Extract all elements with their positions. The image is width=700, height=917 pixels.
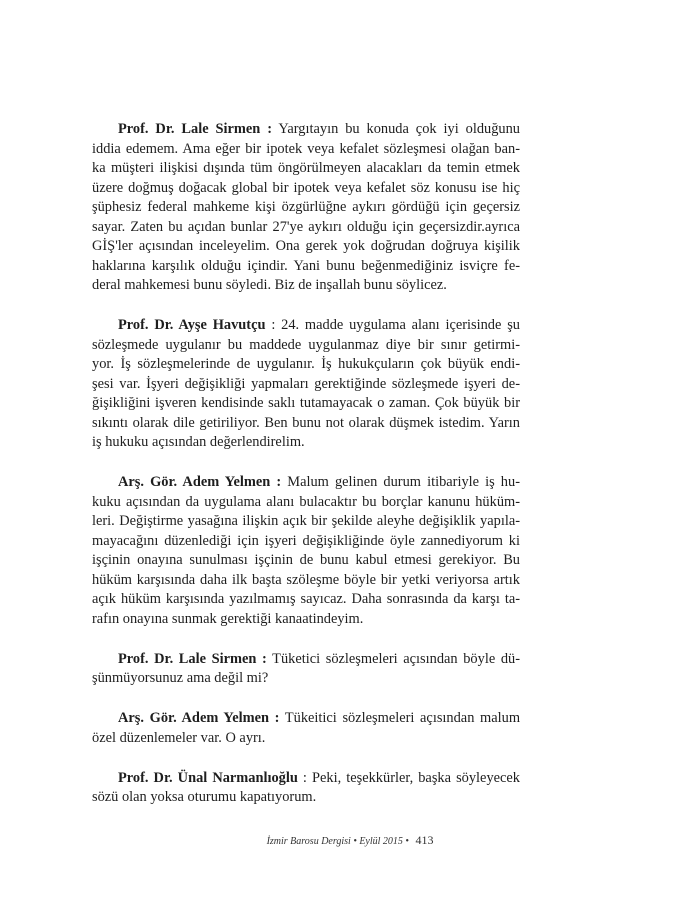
speaker-paragraph [92,650,520,689]
paragraph-line: rafın onayına sunmak gerektiği kanaatindeyim. [92,610,364,627]
paragraph-line: iddia edemem. Ama eğer bir ipotek veya kefalet sözleşmesi olağan ban- [92,140,520,157]
journal-citation: İzmir Barosu Dergisi • Eylül 2015 • [266,836,409,847]
speaker-name: Arş. Gör. Adem Yelmen : [118,474,282,490]
paragraph-text: Yargıtayın bu konuda çok iyi olduğunu [278,121,520,137]
paragraph-line: ka müşteri ilişkisi dışında tüm öngörülmeyen alacakları da temin etmek [92,160,520,176]
paragraph-first-line [92,120,520,140]
paragraph-line: üzere doğmuş doğacak global bir ipotek veya kefalet söz konusu ise hiç [92,179,520,196]
paragraph-line: sayar. Zaten bu açıdan bunlar 27'ye aykırı olduğu için geçersizdir.ayrıca [92,218,520,235]
paragraph-first-line [92,769,520,789]
paragraph-line: ğişikliğini işveren kendisinde saklı tutamayacak o zaman. Çok büyük bir [92,395,520,411]
paragraph-line: kuku açısından da uygulama alanı bulacaktır bu borçlar kanunu hüküm- [92,493,520,510]
paragraph-text: Malum gelinen durum itibariyle iş hu- [287,474,520,490]
speaker-name: Prof. Dr. Ayşe Havutçu [118,317,266,333]
speaker-name: Prof. Dr. Lale Sirmen : [118,650,267,667]
paragraph-line: sıkıntı olarak dile getiriliyor. Ben bunu not olarak düşmek istedim. Yarın [92,414,520,431]
speaker-paragraph [92,473,520,629]
paragraph-line: leri. Değiştirme yasağına ilişkin açık bir şekilde aleyhe değişiklik yapıla- [92,513,520,529]
paragraph-first-line [92,316,520,336]
paragraph-line: özel düzenlemeler var. O ayrı. [92,729,266,746]
speaker-name: Prof. Dr. Ünal Narmanlıoğlu [118,769,298,786]
paragraph-line: GİŞ'ler açısından inceleyelim. Ona gerek yok doğrudan doğruya kişilik [92,238,520,254]
transcript-body [92,120,520,828]
paragraph-line: işçinin onayına sunulması işçinin de bunu kabul etmesi gerekiyor. Bu [92,552,520,568]
paragraph-line: yor. İş sözleşmelerinde de uygulanır. İş hukukçuların çok büyük endi- [92,356,520,372]
paragraph-line: açık hüküm karşısında yazılmamış sayıcaz. Daha sonrasında da karşı ta- [92,591,520,607]
paragraph-line: hüküm karşısında daha ilk başta szöleşme böyle bir yetki veriyorsa artık [92,571,520,588]
page-footer [0,833,700,848]
speaker-name: Arş. Gör. Adem Yelmen : [118,710,280,726]
speaker-paragraph [92,120,520,296]
paragraph-line: haklarına karşılık olduğu içindir. Yani bunu beğenmediğiniz isviçre fe- [92,257,520,274]
paragraph-first-line [92,650,520,670]
paragraph-line: sözleşmede uygulanır bu maddede uygulanmaz diye bir sınır getirmi- [92,336,520,353]
paragraph-line: şüphesiz federal mahkeme kişi özgürlüğne aykırı gördüğü için geçersiz [92,199,520,215]
paragraph-first-line [92,709,520,729]
speaker-paragraph [92,769,520,808]
paragraph-line: deral mahkemesi bunu söyledi. Biz de inşallah bunu söylicez. [92,277,447,293]
paragraph-line: iş hukuku açısından değerlendirelim. [92,434,305,450]
paragraph-text: : 24. madde uygulama alanı içerisinde şu [265,317,520,333]
page-number: 413 [415,833,434,847]
paragraph-line: şesi var. İşyeri değişikliği yapmaları gerektiğinde sözleşmede işyeri de- [92,375,520,392]
paragraph-line: mayacağını düzenlediği için işyeri değişikliğinde öyle zannediyorum ki [92,532,520,549]
speaker-paragraph [92,709,520,748]
paragraph-line: şünmüyorsunuz ama değil mi? [92,670,269,686]
paragraph-text: Tüketici sözleşmeleri açısından böyle dü- [272,650,520,667]
speaker-name: Prof. Dr. Lale Sirmen : [118,121,273,137]
paragraph-text: : Peki, teşekkürler, başka söyleyecek [297,769,520,786]
paragraph-line: sözü olan yoksa oturumu kapatıyorum. [92,789,317,805]
paragraph-text: Tükeitici sözleşmeleri açısından malum [284,710,520,726]
speaker-paragraph [92,316,520,453]
paragraph-first-line [92,473,520,493]
